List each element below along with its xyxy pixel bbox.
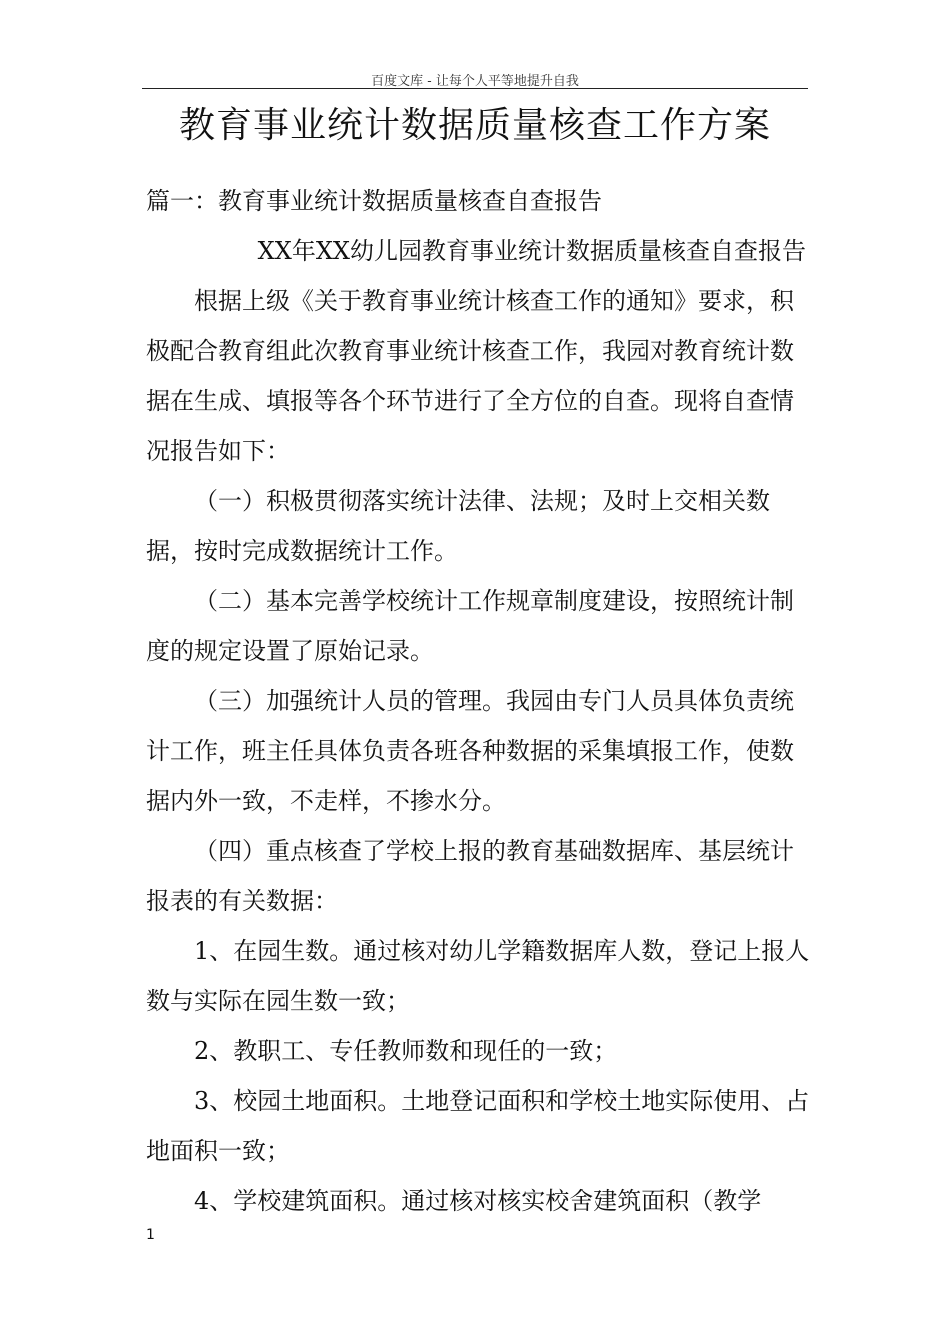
list-item: 3、校园土地面积。土地登记面积和学校土地实际使用、占地面积一致；: [146, 1087, 810, 1165]
header-divider: [142, 88, 808, 89]
list-item: 1、在园生数。通过核对幼儿学籍数据库人数，登记上报人数与实际在园生数一致；: [146, 937, 810, 1015]
paragraph: 根据上级《关于教育事业统计核查工作的通知》要求，积极配合教育组此次教育事业统计核查工作，我园对教育统计数据在生成、填报等各个环节进行了全方位的自查。现将自查情况报告如下：: [146, 287, 794, 465]
document-body: [146, 176, 810, 1226]
report-title: XX年XX幼儿园教育事业统计数据质量核查自查报告: [257, 237, 806, 265]
paragraph: （四）重点核查了学校上报的教育基础数据库、基层统计报表的有关数据：: [146, 837, 794, 915]
page-header: 百度文库 - 让每个人平等地提升自我: [371, 74, 579, 89]
paragraph: （三）加强统计人员的管理。我园由专门人员具体负责统计工作，班主任具体负责各班各种数据的采集填报工作，使数据内外一致，不走样，不掺水分。: [146, 687, 794, 815]
document-title: 教育事业统计数据质量核查工作方案: [178, 105, 771, 146]
paragraph: （一）积极贯彻落实统计法律、法规；及时上交相关数据，按时完成数据统计工作。: [146, 487, 770, 565]
paragraph: （二）基本完善学校统计工作规章制度建设，按照统计制度的规定设置了原始记录。: [146, 587, 794, 665]
page-number: 1: [146, 1227, 155, 1243]
list-item: 4、学校建筑面积。通过核对核实校舍建筑面积（教学: [194, 1187, 762, 1215]
list-item: 2、教职工、专任教师数和现任的一致；: [194, 1037, 618, 1065]
section-heading: 篇一：教育事业统计数据质量核查自查报告: [146, 187, 602, 215]
